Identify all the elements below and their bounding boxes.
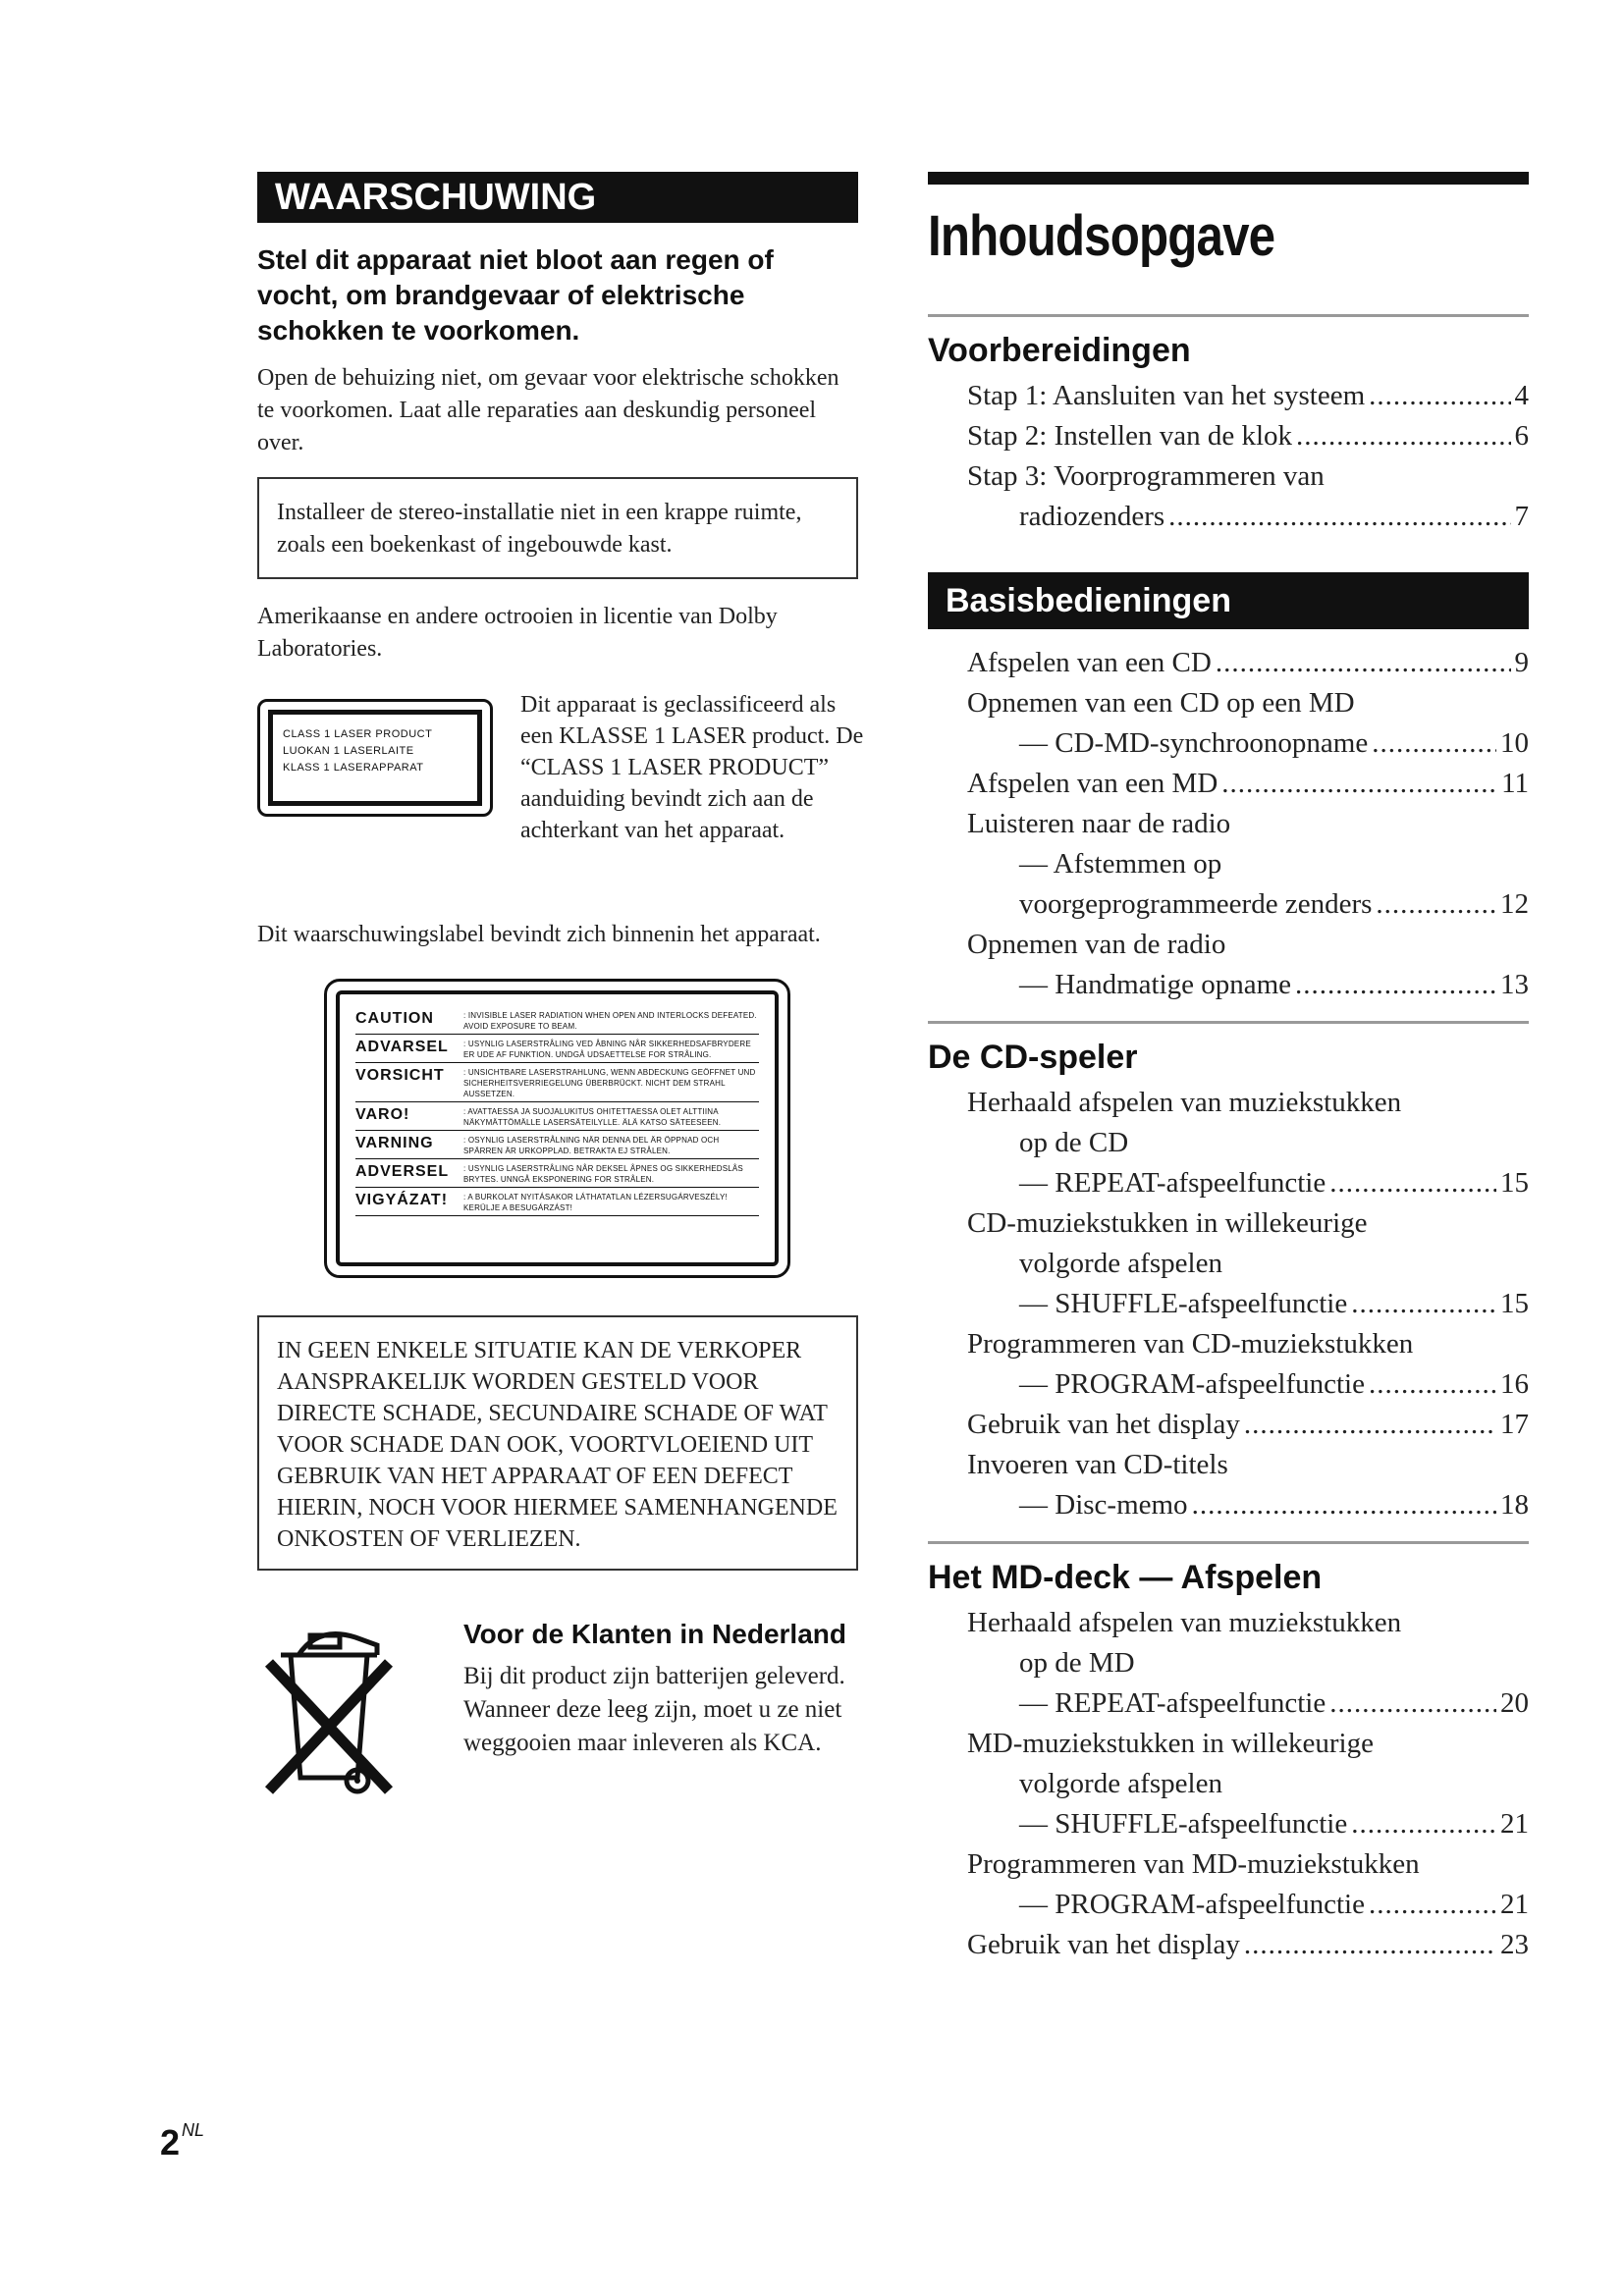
- toc-entry[interactable]: [928, 764, 1529, 804]
- netherlands-body: Bij dit product zijn batterijen geleverd. Wanneer deze leeg zijn, moet u ze niet weggooien maar inleveren als KCA.: [463, 1663, 845, 1756]
- toc-entry-label: op de MD: [1019, 1647, 1135, 1679]
- toc-entry-label: — SHUFFLE-afspeelfunctie: [1019, 1808, 1348, 1840]
- toc-entry[interactable]: [928, 1203, 1529, 1244]
- toc-dot-leader: [1329, 1683, 1496, 1724]
- toc-section-banner: Basisbedieningen: [928, 572, 1529, 629]
- caution-word: VARO!: [355, 1106, 410, 1123]
- toc-entry-label: MD-muziekstukken in willekeurige: [967, 1728, 1374, 1759]
- toc-entry[interactable]: [928, 1123, 1529, 1163]
- caution-line: [355, 1188, 759, 1216]
- toc-entry[interactable]: [928, 1284, 1529, 1324]
- toc-entry[interactable]: [928, 1683, 1529, 1724]
- caution-line: [355, 1035, 759, 1063]
- toc-entry[interactable]: [928, 965, 1529, 1005]
- laser-class-text: Dit apparaat is geclassificeerd als een KLASSE 1 LASER product. De “CLASS 1 LASER PRODUCT” aanduiding bevindt zich aan de achterkant van het apparaat.: [520, 692, 864, 843]
- toc-entry[interactable]: [928, 1804, 1529, 1844]
- toc-section: [928, 1021, 1529, 1525]
- toc-entry-label: Stap 1: Aansluiten van het systeem: [967, 380, 1366, 411]
- toc-entry-label: — CD-MD-synchroonopname: [1019, 727, 1369, 759]
- toc-entry-label: Herhaald afspelen van muziekstukken: [967, 1607, 1402, 1638]
- toc-entry[interactable]: [928, 925, 1529, 965]
- caution-line: [355, 1102, 759, 1131]
- toc-entry-label: — PROGRAM-afspeelfunctie: [1019, 1368, 1365, 1400]
- laser-class-section: [257, 689, 864, 905]
- toc-entry[interactable]: [928, 723, 1529, 764]
- toc-entry[interactable]: [928, 497, 1529, 537]
- toc-dot-leader: [1329, 1163, 1496, 1203]
- toc-section-heading: Het MD-deck — Afspelen: [928, 1559, 1323, 1596]
- crossed-out-wheelie-bin-icon: [259, 1616, 397, 1797]
- toc-dot-leader: [1351, 1804, 1496, 1844]
- toc-entry-page: 18: [1500, 1489, 1529, 1521]
- toc-entry-label: — SHUFFLE-afspeelfunctie: [1019, 1288, 1348, 1319]
- toc-entry-page: 4: [1514, 380, 1529, 411]
- netherlands-text-block: [463, 1616, 866, 1760]
- toc-entry-label: Afspelen van een CD: [967, 647, 1212, 678]
- toc-section-heading: Voorbereidingen: [928, 332, 1191, 369]
- caution-word: ADVERSEL: [355, 1163, 450, 1180]
- toc-entry-list: [928, 643, 1529, 1005]
- toc-entry-page: 11: [1501, 768, 1529, 799]
- toc-entry[interactable]: [928, 1844, 1529, 1885]
- toc-dot-leader: [1216, 643, 1511, 683]
- toc-dot-leader: [1351, 1284, 1496, 1324]
- toc-entry-page: 6: [1514, 420, 1529, 452]
- toc-entry-page: 7: [1514, 501, 1529, 532]
- caution-warning-label-inner: [336, 990, 779, 1266]
- toc-dot-leader: [1376, 884, 1496, 925]
- page-number-value: 2: [160, 2122, 181, 2163]
- installation-notice-box: [257, 477, 858, 579]
- caution-line: [355, 1159, 759, 1188]
- toc-top-bar: [928, 172, 1529, 185]
- caution-text: : USYNLIG LASERSTRÅLING VED ÅBNING NÅR SIKKERHEDSAFBRYDERE ER UDE AF FUNKTION. UNDGÅ UDSAETTELSE FOR STRÅLING.: [463, 1040, 751, 1059]
- inner-label-note: Dit waarschuwingslabel bevindt zich binnenin het apparaat.: [257, 922, 821, 947]
- toc-entry-page: 9: [1514, 647, 1529, 678]
- caution-text: : AVATTAESSA JA SUOJALUKITUS OHITETTAESSA OLET ALTTIINA NÄKYMÄTTÖMÄLLE LASERSÄTEILYLLE. ÄLÄ KATSO SÄTEESEEN.: [463, 1107, 722, 1127]
- toc-entry-list: [928, 1083, 1529, 1525]
- toc-section-rule: [928, 1021, 1529, 1024]
- toc-entry-label: Invoeren van CD-titels: [967, 1449, 1228, 1480]
- toc-title: Inhoudsopgave: [928, 204, 1275, 268]
- toc-entry[interactable]: [928, 1083, 1529, 1123]
- page-number: [160, 2122, 204, 2163]
- toc-entry-label: voorgeprogrammeerde zenders: [1019, 888, 1373, 920]
- liability-disclaimer-box: [257, 1315, 858, 1571]
- warning-column: [257, 172, 864, 1842]
- toc-entry[interactable]: [928, 804, 1529, 844]
- laser-label-line: LUOKAN 1 LASERLAITE: [283, 745, 414, 757]
- warning-banner: WAARSCHUWING: [257, 172, 858, 223]
- netherlands-heading: Voor de Klanten in Nederland: [463, 1619, 846, 1649]
- toc-entry-label: — Handmatige opname: [1019, 969, 1292, 1000]
- toc-dot-leader: [1168, 497, 1510, 537]
- toc-entry[interactable]: [928, 844, 1529, 884]
- caution-word: VORSICHT: [355, 1067, 445, 1084]
- toc-entry[interactable]: [928, 1925, 1529, 1965]
- toc-entry[interactable]: [928, 1405, 1529, 1445]
- toc-section: [928, 1541, 1529, 1965]
- caution-word: VARNING: [355, 1135, 434, 1151]
- toc-entry-label: Opnemen van de radio: [967, 929, 1226, 960]
- caution-word: ADVARSEL: [355, 1039, 449, 1055]
- toc-entry-label: Programmeren van MD-muziekstukken: [967, 1848, 1420, 1880]
- toc-entry-label: Herhaald afspelen van muziekstukken: [967, 1087, 1402, 1118]
- toc-entry-label: op de CD: [1019, 1127, 1129, 1158]
- toc-entry-label: — REPEAT-afspeelfunctie: [1019, 1687, 1326, 1719]
- toc-entry-page: 15: [1500, 1288, 1529, 1319]
- toc-section-rule: [928, 314, 1529, 317]
- caution-warning-label: [324, 979, 790, 1278]
- toc-entry[interactable]: [928, 1364, 1529, 1405]
- caution-line: [355, 1131, 759, 1159]
- toc-entry-page: 21: [1500, 1808, 1529, 1840]
- caution-text: : OSYNLIG LASERSTRÅLNING NÄR DENNA DEL ÄR ÖPPNAD OCH SPÄRREN ÄR URKOPPLAD. BETRAKTA EJ STRÅLEN.: [463, 1136, 720, 1155]
- toc-dot-leader: [1369, 1364, 1496, 1405]
- toc-dot-leader: [1369, 376, 1510, 416]
- toc-entry[interactable]: [928, 1885, 1529, 1925]
- caution-text: : INVISIBLE LASER RADIATION WHEN OPEN AND INTERLOCKS DEFEATED. AVOID EXPOSURE TO BEAM.: [463, 1011, 757, 1031]
- toc-entry-label: CD-muziekstukken in willekeurige: [967, 1207, 1368, 1239]
- caution-text: : UNSICHTBARE LASERSTRAHLUNG, WENN ABDECKUNG GEÖFFNET UND SICHERHEITSVERRIEGELUNG ÜBERBRÜCKT. NICHT DEM STRAHL AUSSETZEN.: [463, 1068, 756, 1098]
- toc-sections: [928, 314, 1529, 1965]
- toc-entry-label: Opnemen van een CD op een MD: [967, 687, 1355, 719]
- toc-entry[interactable]: [928, 376, 1529, 416]
- toc-entry-label: volgorde afspelen: [1019, 1248, 1222, 1279]
- toc-entry-page: 16: [1500, 1368, 1529, 1400]
- toc-entry[interactable]: [928, 1244, 1529, 1284]
- toc-entry-label: Programmeren van CD-muziekstukken: [967, 1328, 1414, 1360]
- toc-dot-leader: [1295, 965, 1496, 1005]
- toc-entry[interactable]: [928, 1445, 1529, 1485]
- class1-laser-label: [257, 699, 493, 817]
- warning-heading: Stel dit apparaat niet bloot aan regen of vocht, om brandgevaar of elektrische schokken te voorkomen.: [257, 244, 774, 346]
- toc-entry-label: Gebruik van het display: [967, 1929, 1240, 1960]
- toc-section: [928, 572, 1529, 1005]
- class1-laser-label-inner: [268, 710, 482, 806]
- toc-entry[interactable]: [928, 643, 1529, 683]
- toc-dot-leader: [1369, 1885, 1496, 1925]
- toc-entry-page: 10: [1500, 727, 1529, 759]
- toc-entry-label: radiozenders: [1019, 501, 1165, 532]
- toc-entry-label: Afspelen van een MD: [967, 768, 1218, 799]
- toc-entry-label: — PROGRAM-afspeelfunctie: [1019, 1889, 1365, 1920]
- toc-section: [928, 314, 1529, 537]
- caution-line: [355, 1063, 759, 1102]
- toc-entry-label: — Disc-memo: [1019, 1489, 1188, 1521]
- toc-entry-page: 15: [1500, 1167, 1529, 1199]
- toc-entry[interactable]: [928, 1603, 1529, 1643]
- toc-entry[interactable]: [928, 683, 1529, 723]
- toc-entry-page: 23: [1500, 1929, 1529, 1960]
- toc-entry-list: [928, 376, 1529, 537]
- toc-section-rule: [928, 1541, 1529, 1544]
- toc-entry[interactable]: [928, 1324, 1529, 1364]
- laser-label-line: CLASS 1 LASER PRODUCT: [283, 728, 433, 740]
- toc-entry-page: 20: [1500, 1687, 1529, 1719]
- netherlands-battery-section: [257, 1616, 858, 1842]
- page-number-suffix: NL: [182, 2120, 205, 2140]
- toc-entry[interactable]: [928, 1163, 1529, 1203]
- toc-entry[interactable]: [928, 456, 1529, 497]
- installation-notice-text: Installeer de stereo-installatie niet in een krappe ruimte, zoals een boekenkast of ingebouwde kast.: [277, 500, 802, 558]
- toc-entry-list: [928, 1603, 1529, 1965]
- table-of-contents: [928, 172, 1529, 1965]
- toc-entry-label: Luisteren naar de radio: [967, 808, 1231, 839]
- toc-entry[interactable]: [928, 1764, 1529, 1804]
- toc-dot-leader: [1221, 764, 1497, 804]
- toc-dot-leader: [1192, 1485, 1496, 1525]
- laser-label-line: KLASS 1 LASERAPPARAT: [283, 762, 424, 774]
- caution-line: [355, 1006, 759, 1035]
- toc-entry-label: Stap 3: Voorprogrammeren van: [967, 460, 1325, 492]
- liability-disclaimer-text: IN GEEN ENKELE SITUATIE KAN DE VERKOPER AANSPRAKELIJK WORDEN GESTELD VOOR DIRECTE SCHADE, SECUNDAIRE SCHADE OF WAT VOOR SCHADE DAN OOK, VOORTVLOEIEND UIT GEBRUIK VAN HET APPARAAT OF EEN DEFECT HIERIN, NOCH VOOR HIERMEE SAMENHANGENDE ONKOSTEN OF VERLIEZEN.: [277, 1338, 838, 1552]
- toc-section-heading: De CD-speler: [928, 1039, 1138, 1076]
- toc-entry-page: 13: [1500, 969, 1529, 1000]
- toc-dot-leader: [1244, 1405, 1496, 1445]
- toc-entry-page: 17: [1500, 1409, 1529, 1440]
- toc-entry[interactable]: [928, 884, 1529, 925]
- toc-entry[interactable]: [928, 416, 1529, 456]
- toc-entry[interactable]: [928, 1724, 1529, 1764]
- caution-word: CAUTION: [355, 1010, 434, 1027]
- safety-paragraph: Open de behuizing niet, om gevaar voor elektrische schokken te voorkomen. Laat alle reparaties aan deskundig personeel over.: [257, 365, 839, 455]
- dolby-patent-notice: Amerikaanse en andere octrooien in licentie van Dolby Laboratories.: [257, 604, 778, 662]
- caution-text: : USYNLIG LASERSTRÅLING NÅR DEKSEL ÅPNES OG SIKKERHEDSLÅS BRYTES. UNNGÅ EKSPONERING FOR STRÅLEN.: [463, 1164, 743, 1184]
- toc-dot-leader: [1296, 416, 1510, 456]
- toc-entry-label: Gebruik van het display: [967, 1409, 1240, 1440]
- toc-entry-label: volgorde afspelen: [1019, 1768, 1222, 1799]
- toc-entry-page: 21: [1500, 1889, 1529, 1920]
- toc-entry-page: 12: [1500, 888, 1529, 920]
- toc-entry[interactable]: [928, 1485, 1529, 1525]
- toc-entry[interactable]: [928, 1643, 1529, 1683]
- toc-dot-leader: [1372, 723, 1496, 764]
- caution-text: : A BURKOLAT NYITÁSAKOR LÁTHATATLAN LÉZERSUGÁRVESZÉLY! KERÜLJE A BESUGÁRZÁST!: [463, 1193, 728, 1212]
- toc-dot-leader: [1244, 1925, 1496, 1965]
- toc-entry-label: Stap 2: Instellen van de klok: [967, 420, 1293, 452]
- caution-word: VIGYÁZAT!: [355, 1192, 449, 1208]
- toc-entry-label: — REPEAT-afspeelfunctie: [1019, 1167, 1326, 1199]
- toc-entry-label: — Afstemmen op: [1019, 848, 1222, 880]
